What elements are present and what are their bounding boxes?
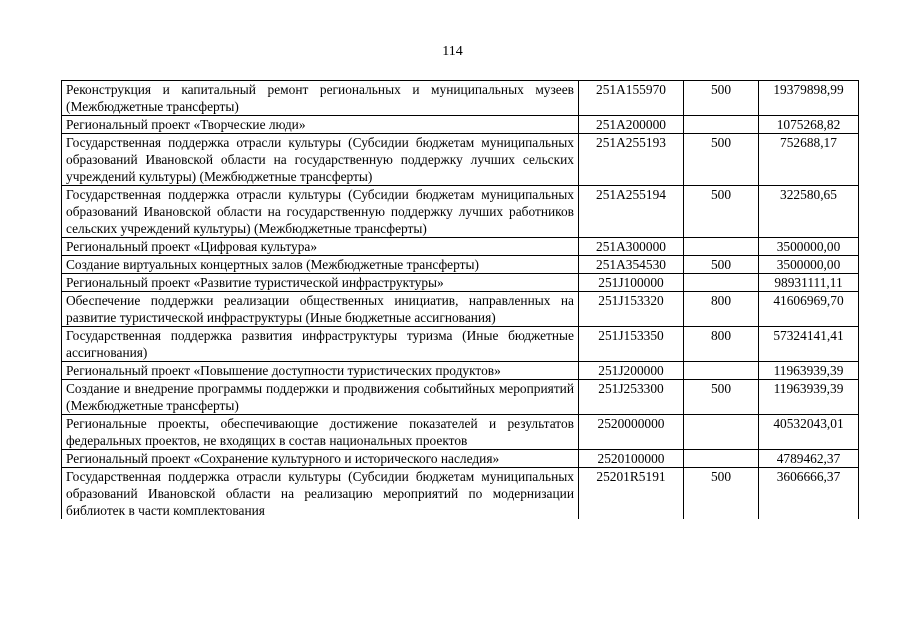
row-kind: [684, 274, 759, 292]
row-code: 251A255194: [579, 186, 684, 238]
row-code: 2520100000: [579, 450, 684, 468]
row-name: Государственная поддержка отрасли культуры (Субсидии бюджетам муниципальных образований Ивановской области на государственную поддержку лучших работников сельских учреждений культуры) (Межбюджетные трансферты): [62, 186, 579, 238]
row-code: 251J153350: [579, 327, 684, 362]
row-kind: [684, 238, 759, 256]
row-sum: 4789462,37: [759, 450, 859, 468]
row-name: Региональные проекты, обеспечивающие достижение показателей и результатов федеральных проектов, не входящих в состав национальных проектов: [62, 415, 579, 450]
row-kind: 500: [684, 81, 759, 116]
row-name: Реконструкция и капитальный ремонт региональных и муниципальных музеев (Межбюджетные трансферты): [62, 81, 579, 116]
row-code: 2520000000: [579, 415, 684, 450]
row-kind: [684, 116, 759, 134]
row-name: Региональный проект «Сохранение культурного и исторического наследия»: [62, 450, 579, 468]
row-kind: [684, 362, 759, 380]
row-code: 251A255193: [579, 134, 684, 186]
row-code: 25201R5191: [579, 468, 684, 520]
table-row: [62, 256, 859, 274]
row-name: Региональный проект «Творческие люди»: [62, 116, 579, 134]
row-kind: [684, 450, 759, 468]
row-name: Региональный проект «Повышение доступности туристических продуктов»: [62, 362, 579, 380]
table-row: [62, 450, 859, 468]
table-row: [62, 415, 859, 450]
table-row: [62, 238, 859, 256]
row-kind: 800: [684, 292, 759, 327]
row-name: Создание виртуальных концертных залов (Межбюджетные трансферты): [62, 256, 579, 274]
table-row: [62, 134, 859, 186]
row-sum: 40532043,01: [759, 415, 859, 450]
table-row: [62, 292, 859, 327]
row-kind: [684, 415, 759, 450]
row-sum: 41606969,70: [759, 292, 859, 327]
table-row: [62, 186, 859, 238]
table-row: [62, 116, 859, 134]
table-row: [62, 380, 859, 415]
row-code: 251A354530: [579, 256, 684, 274]
row-sum: 322580,65: [759, 186, 859, 238]
row-sum: 752688,17: [759, 134, 859, 186]
row-code: 251A155970: [579, 81, 684, 116]
row-name: Государственная поддержка отрасли культуры (Субсидии бюджетам муниципальных образований Ивановской области на государственную поддержку лучших сельских учреждений культуры) (Межбюджетные трансферты): [62, 134, 579, 186]
row-kind: 500: [684, 380, 759, 415]
row-kind: 500: [684, 134, 759, 186]
row-code: 251J100000: [579, 274, 684, 292]
row-name: Обеспечение поддержки реализации общественных инициатив, направленных на развитие туристической инфраструктуры (Иные бюджетные ассигнования): [62, 292, 579, 327]
row-kind: 800: [684, 327, 759, 362]
row-name: Региональный проект «Цифровая культура»: [62, 238, 579, 256]
table-row: [62, 274, 859, 292]
row-code: 251J200000: [579, 362, 684, 380]
table-row: [62, 81, 859, 116]
row-sum: 3606666,37: [759, 468, 859, 520]
table-row: [62, 362, 859, 380]
row-name: Государственная поддержка отрасли культуры (Субсидии бюджетам муниципальных образований Ивановской области на реализацию мероприятий по модернизации библиотек в части комплектования: [62, 468, 579, 520]
row-name: Создание и внедрение программы поддержки и продвижения событийных мероприятий (Межбюджетные трансферты): [62, 380, 579, 415]
row-code: 251A300000: [579, 238, 684, 256]
row-name: Государственная поддержка развития инфраструктуры туризма (Иные бюджетные ассигнования): [62, 327, 579, 362]
row-sum: 11963939,39: [759, 362, 859, 380]
row-sum: 3500000,00: [759, 256, 859, 274]
row-sum: 3500000,00: [759, 238, 859, 256]
row-sum: 11963939,39: [759, 380, 859, 415]
row-kind: 500: [684, 468, 759, 520]
budget-table: [61, 80, 859, 519]
row-sum: 19379898,99: [759, 81, 859, 116]
row-sum: 1075268,82: [759, 116, 859, 134]
row-sum: 98931111,11: [759, 274, 859, 292]
row-code: 251A200000: [579, 116, 684, 134]
row-kind: 500: [684, 256, 759, 274]
table-row: [62, 468, 859, 520]
page-number: 114: [442, 44, 463, 59]
row-sum: 57324141,41: [759, 327, 859, 362]
row-code: 251J153320: [579, 292, 684, 327]
row-kind: 500: [684, 186, 759, 238]
table-row: [62, 327, 859, 362]
row-name: Региональный проект «Развитие туристической инфраструктуры»: [62, 274, 579, 292]
row-code: 251J253300: [579, 380, 684, 415]
